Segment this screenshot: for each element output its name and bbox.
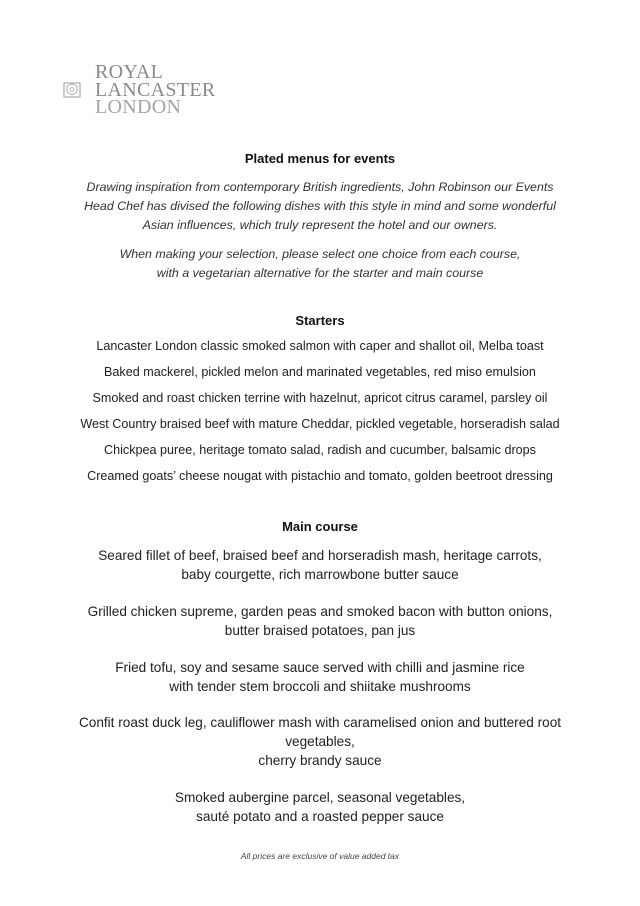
main-course-line: vegetables, [285,734,355,749]
main-course-item [0,713,640,770]
main-course-item [0,658,640,696]
starter-item: Baked mackerel, pickled melon and marinated vegetables, red miso emulsion [104,365,536,379]
selection-instructions [0,245,640,283]
main-course-line: sauté potato and a roasted pepper sauce [196,809,444,824]
crest-icon [62,80,82,100]
intro-line: Drawing inspiration from contemporary British ingredients, John Robinson our Events [86,180,554,194]
page-title: Plated menus for events [244,151,396,166]
instruction-line: with a vegetarian alternative for the starter and main course [156,266,484,280]
starter-item: West Country braised beef with mature Cheddar, pickled vegetable, horseradish salad [80,417,560,431]
main-course-item [0,788,640,826]
logo-line-2: LANCASTER [95,78,216,101]
intro-line: Asian influences, which truly represent the hotel and our owners. [142,218,498,232]
main-course-line: with tender stem broccoli and shiitake mushrooms [169,679,471,694]
logo-line-3: LONDON [95,96,182,118]
intro-line: Head Chef has divised the following dishes with this style in mind and some wonderful [84,199,556,213]
intro-paragraph [0,178,640,235]
main-course-line: Fried tofu, soy and sesame sauce served with chilli and jasmine rice [115,660,525,675]
main-course-line: baby courgette, rich marrowbone butter sauce [181,567,459,582]
logo-wordmark [95,61,216,118]
main-course-line: Grilled chicken supreme, garden peas and smoked bacon with button onions, [87,604,553,619]
starter-item: Lancaster London classic smoked salmon with caper and shallot oil, Melba toast [96,339,544,353]
instruction-line: When making your selection, please select one choice from each course, [119,247,521,261]
logo-line-1: ROYAL [95,61,164,83]
main-course-line: cherry brandy sauce [258,753,382,768]
starter-item: Chickpea puree, heritage tomato salad, radish and cucumber, balsamic drops [104,443,536,457]
starter-item: Creamed goats’ cheese nougat with pistachio and tomato, golden beetroot dressing [87,469,553,483]
main-course-line: Smoked aubergine parcel, seasonal vegetables, [174,790,466,805]
main-course-line: Seared fillet of beef, braised beef and horseradish mash, heritage carrots, [98,548,542,563]
hotel-logo [62,61,252,120]
main-course-heading: Main course [282,519,358,534]
starter-item: Smoked and roast chicken terrine with hazelnut, apricot citrus caramel, parsley oil [92,391,548,405]
main-course-line: Confit roast duck leg, cauliflower mash with caramelised onion and buttered root [78,715,562,730]
tax-disclaimer: All prices are exclusive of value added tax [240,851,400,861]
main-course-line: butter braised potatoes, pan jus [224,623,416,638]
main-course-item [0,602,640,640]
starters-heading: Starters [295,313,345,328]
main-course-item [0,546,640,584]
